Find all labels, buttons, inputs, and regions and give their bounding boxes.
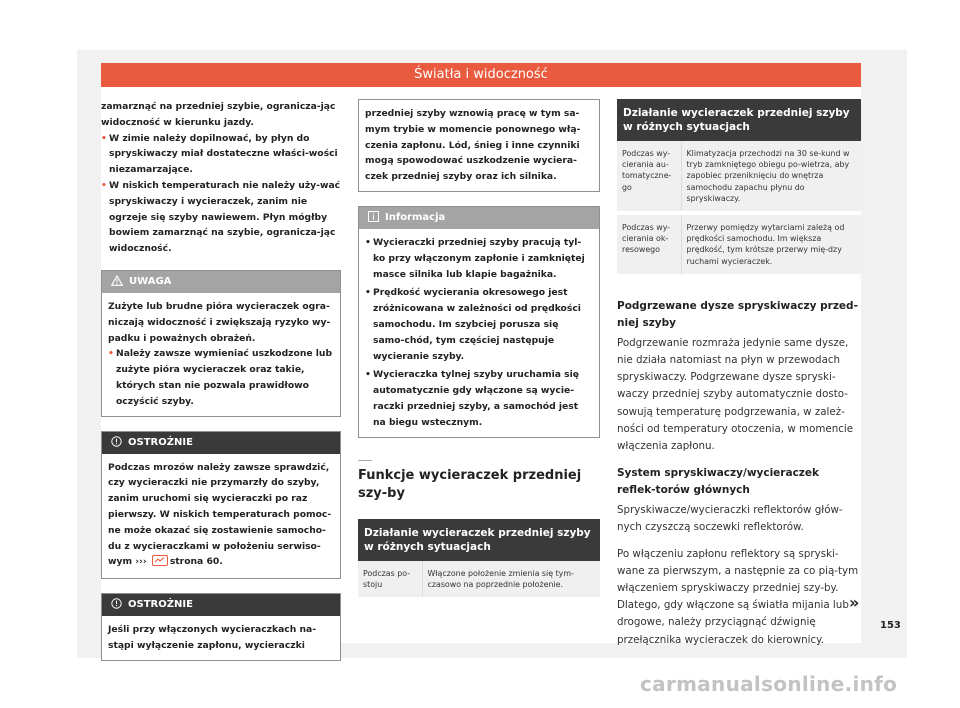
info-header: [359, 207, 599, 229]
warning-box: [101, 270, 341, 417]
watermark: carmanualsonline.info: [640, 672, 898, 696]
section-header: Światła i widoczność: [101, 63, 861, 87]
caution-header-2: [102, 594, 340, 616]
caution-text-2: Jeśli przy włączonych wycieraczkach na-stąpi wyłączenie zapłonu, wycieraczki: [108, 624, 317, 651]
table-row: [617, 213, 861, 276]
page-number: 153: [880, 620, 901, 631]
table-title: Działanie wycieraczek przedniej szyby w różnych sytuacjach: [617, 99, 861, 141]
warning-text: Zużyte lub brudne pióra wycieraczek ogra-niczają widoczność i zwiększają ryzyko wy-padku i poważnych obrażeń.: [108, 300, 331, 344]
caution-title-2: OSTROŻNIE: [128, 599, 193, 611]
table-cell-key: Podczas po-stoju: [358, 561, 422, 599]
subheading: Podgrzewane dysze spryskiwaczy przed-niej szyby: [617, 299, 858, 329]
paragraph: Po włączeniu zapłonu reflektory są spryski-wane za pierwszym, a następnie za co pią-tym włączeniem spryskiwaczy przedniej szy-by. Dlatego, gdy włączone są światła mijania lub drogowe, należy przyciągnąć dźwignię przełącznika wycieraczek do kierownicy.: [617, 547, 859, 646]
caution-text: Podczas mrozów należy zawsze sprawdzić, czy wycieraczki nie przymarzły do szyby, zanim uruchomi się wycieraczki po raz pierwszy. W niskich temperaturach pomoc-ne może okazać się zostawienie samocho-du z wycieraczkami w położeniu serwiso-wym ››› strona 60.: [108, 460, 333, 573]
bullet-item: • W niskich temperaturach nie należy uży-wać spryskiwaczy i wycieraczek, zanim nie ogrzeje się szyby nawiewem. Płyn mógłby bowiem zamarznąć na szybie, ogranicza-jąc widoczność.: [101, 178, 341, 257]
column-left: [101, 99, 341, 661]
column-middle: [358, 99, 600, 601]
subheading: System spryskiwaczy/wycieraczek reflek-torów głównych: [617, 467, 820, 497]
intro-text: zamarznąć na przedniej szybie, ogranicza-jąc widoczność w kierunku jazdy.: [101, 101, 336, 128]
caution-box: [101, 431, 341, 580]
table-cell-value: Włączone położenie zmienia się tym-czasowo na poprzednie położenie.: [422, 561, 600, 599]
continue-mark: »: [849, 593, 860, 612]
exclamation-circle-icon: [111, 596, 122, 618]
wiper-table-2: [617, 99, 861, 278]
caution-title: OSTROŻNIE: [128, 436, 193, 448]
info-bullet: • Wycieraczka tylnej szyby uruchamia się automatycznie gdy włączone są wycie-raczki przedniej szyby, a samochód jest na biegu wstecznym.: [365, 367, 592, 430]
manual-page: [101, 87, 861, 651]
page-ref-link[interactable]: strona 60.: [169, 556, 223, 568]
warning-title: UWAGA: [129, 275, 172, 287]
table-cell-value: Klimatyzacja przechodzi na 30 se-kund w tryb zamkniętego obiegu po-wietrza, aby zapobiec przeniknięciu do wnętrza samochodu zapachu płynu do spryskiwaczy.: [681, 141, 861, 213]
paragraph: Podgrzewanie rozmraża jedynie same dysze, nie działa natomiast na płyn w przewodach spryskiwaczy. Podgrzewane dysze spryski-waczy przedniej szyby automatycznie dosto-sowują temperaturę podgrzewania, w zależ-ności od temperatury otoczenia, w momencie włączenia zapłonu.: [617, 336, 854, 453]
column-right: [617, 99, 861, 649]
table-row: [617, 141, 861, 213]
wiper-table-1: [358, 519, 600, 601]
caution-header: [102, 432, 340, 454]
warning-header: [102, 271, 340, 293]
info-bullet: • Prędkość wycierania okresowego jest zróżnicowana w zależności od prędkości samochodu. Im szybciej porusza się samo-chód, tym częściej następuje wycieranie szyby.: [365, 285, 592, 364]
table-title: Działanie wycieraczek przedniej szyby w różnych sytuacjach: [358, 519, 600, 561]
page-ref-icon: [152, 555, 168, 572]
exclamation-circle-icon: [111, 434, 122, 456]
section-heading-wrap: [358, 460, 600, 503]
warning-triangle-icon: [111, 273, 123, 295]
table-cell-key: Podczas wy-cierania ok-resowego: [617, 213, 681, 276]
info-bullet: • Wycieraczki przedniej szyby pracują tyl-ko przy włączonym zapłonie i zamkniętej masce silnika lub klapie bagażnika.: [365, 235, 592, 282]
caution-box-2: [101, 593, 341, 661]
table-cell-value: Przerwy pomiędzy wytarciami zależą od prędkości samochodu. Im większa prędkość, tym krótsze przerwy mię-dzy ruchami wycieraczek.: [681, 213, 861, 276]
paragraph: Spryskiwacze/wycieraczki reflektorów głów-nych czyszczą soczewki reflektorów.: [617, 504, 843, 534]
caution-box-continued: [358, 99, 600, 192]
table-row: [358, 561, 600, 599]
warning-bullet: • Należy zawsze wymieniać uszkodzone lub zużyte pióra wycieraczek oraz takie, których stan nie pozwala prawidłowo oczyścić szyby.: [108, 346, 333, 409]
table-cell-key: Podczas wy-cierania au-tomatyczne-go: [617, 141, 681, 213]
section-heading: Funkcje wycieraczek przedniej szy-by: [358, 467, 582, 501]
info-icon: [368, 209, 379, 231]
info-box: [358, 206, 600, 438]
bullet-item: • W zimie należy dopilnować, by płyn do spryskiwaczy miał dostateczne właści-wości niezamarzające.: [101, 131, 341, 178]
caution-text-continued: przedniej szyby wznowią pracę w tym sa-mym trybie w momencie ponownego włą-czenia zapłonu. Lód, śnieg i inne czynniki mogą spowodować uszkodzenie wyciera-czek przedniej szyby oraz ich silnika.: [365, 108, 581, 183]
info-title: Informacja: [385, 211, 446, 223]
